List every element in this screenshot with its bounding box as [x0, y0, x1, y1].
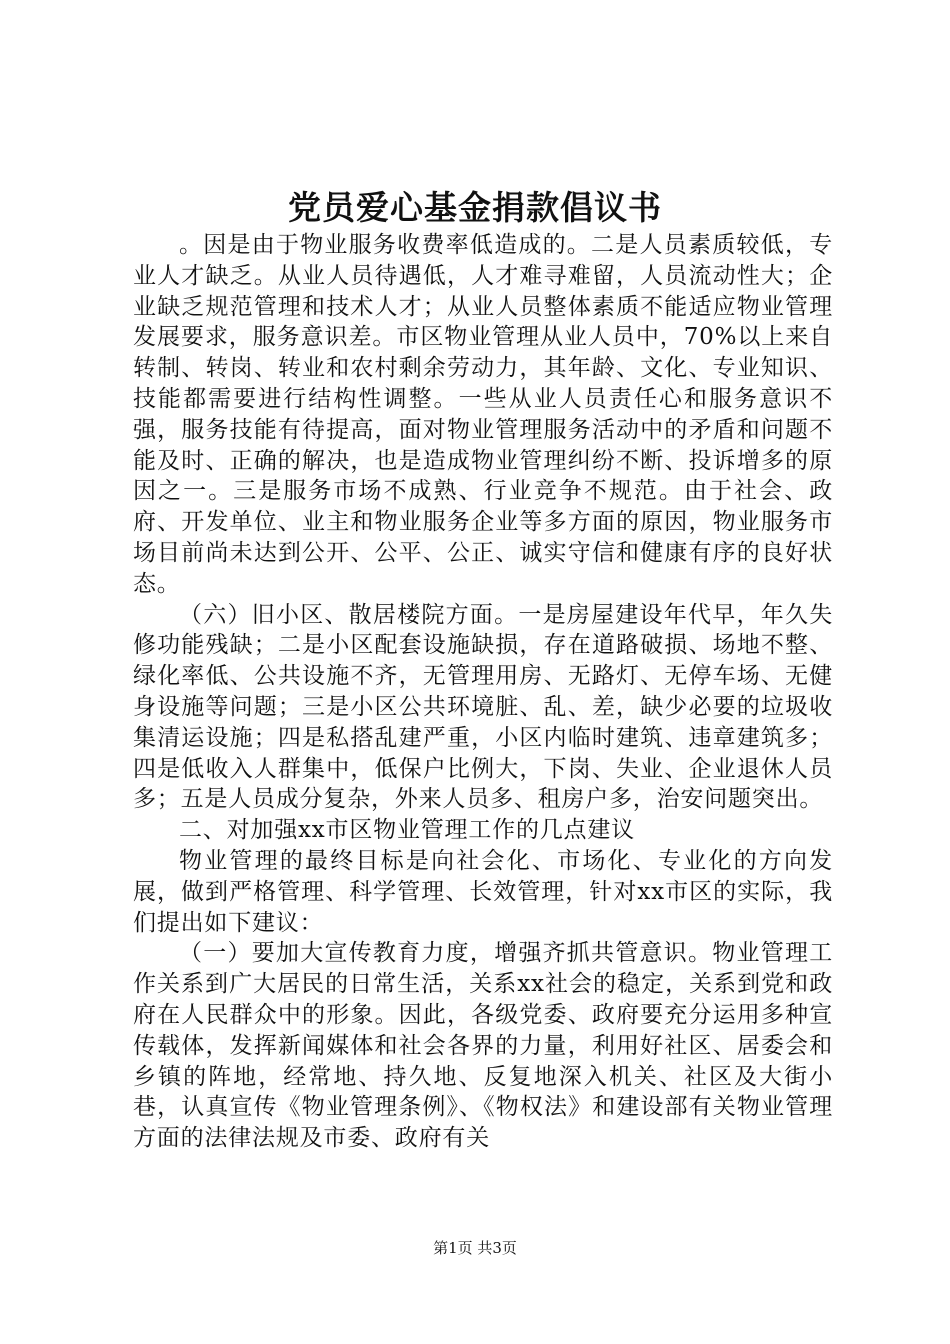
- paragraph-1: 。因是由于物业服务收费率低造成的。二是人员素质较低，专业人才缺乏。从业人员待遇低，人才难寻难留，人员流动性大；企业缺乏规范管理和技术人才；从业人员整体素质不能适应物业管理发展要求，服务意识差。市区物业管理从业人员中，70%以上来自转制、转岗、转业和农村剩余劳动力，其年龄、文化、专业知识、技能都需要进行结构性调整。一些从业人员责任心和服务意识不强，服务技能有待提高，面对物业管理服务活动中的矛盾和问题不能及时、正确的解决，也是造成物业管理纠纷不断、投诉增多的原因之一。三是服务市场不成熟、行业竞争不规范。由于社会、政府、开发单位、业主和物业服务企业等多方面的原因，物业服务市场目前尚未达到公开、公平、公正、诚实守信和健康有序的良好状态。: [133, 232, 833, 597]
- paragraph-4: （一）要加大宣传教育力度，增强齐抓共管意识。物业管理工作关系到广大居民的日常生活，关系xx社会的稳定，关系到党和政府在人民群众中的形象。因此，各级党委、政府要充分运用多种宣传载体，发挥新闻媒体和社会各界的力量，利用好社区、居委会和乡镇的阵地，经常地、持久地、反复地深入机关、社区及大街小巷，认真宣传《物业管理条例》、《物权法》和建设部有关物业管理方面的法律法规及市委、政府有关: [133, 940, 833, 1152]
- page-number-footer: 第1页 共3页: [433, 1239, 517, 1257]
- paragraph-2: （六）旧小区、散居楼院方面。一是房屋建设年代早，年久失修功能残缺；二是小区配套设施缺损，存在道路破损、场地不整、绿化率低、公共设施不齐，无管理用房、无路灯、无停车场、无健身设施等问题；三是小区公共环境脏、乱、差，缺少必要的垃圾收集清运设施；四是私搭乱建严重，小区内临时建筑、违章建筑多；四是低收入人群集中，低保户比例大，下岗、失业、企业退休人员多；五是人员成分复杂，外来人员多、租房户多，治安问题突出。: [133, 601, 833, 813]
- section-heading: 二、对加强xx市区物业管理工作的几点建议: [179, 817, 635, 844]
- document-body: [133, 230, 833, 1154]
- paragraph-3: 物业管理的最终目标是向社会化、市场化、专业化的方向发展，做到严格管理、科学管理、长效管理，针对xx市区的实际，我们提出如下建议：: [133, 847, 833, 936]
- document-title: 党员爱心基金捐款倡议书: [288, 188, 662, 227]
